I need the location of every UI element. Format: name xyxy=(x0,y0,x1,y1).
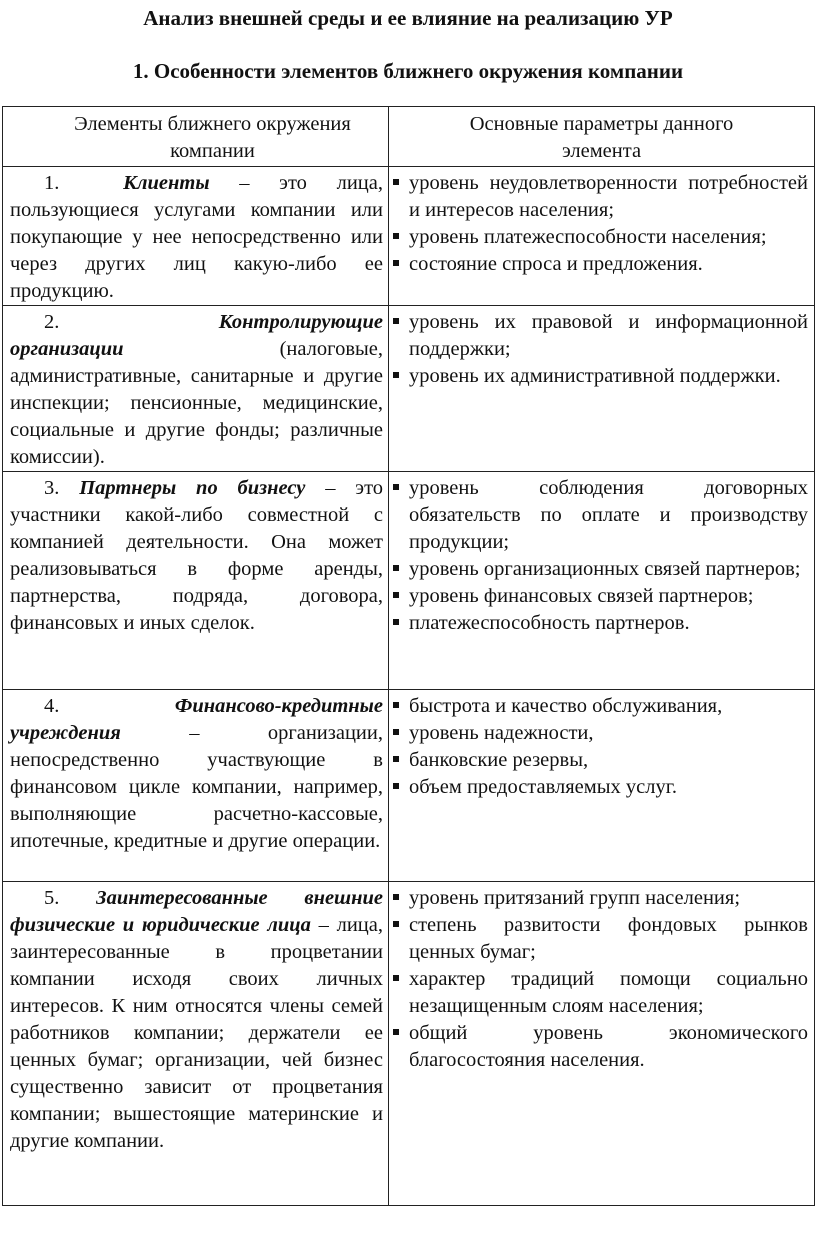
params-cell xyxy=(389,306,815,472)
element-desc: – это лица, пользующиеся услугами компании или покупающие у нее непосредственно или через других лиц какую-либо ее продукцию. xyxy=(10,172,383,302)
column-header-elements: Элементы ближнего окружения компании xyxy=(3,107,389,167)
list-item: уровень неудовлетворенности потребностей и интересов населения; xyxy=(391,170,808,224)
element-number: 5. xyxy=(44,887,60,909)
list-item: уровень притязаний групп населения; xyxy=(391,885,808,912)
table-row xyxy=(3,167,815,306)
list-item: уровень соблюдения договорных обязательств по оплате и производству продукции; xyxy=(391,475,808,556)
params-list xyxy=(391,885,808,1074)
element-number: 1. xyxy=(44,172,60,194)
params-list xyxy=(391,693,808,801)
page-title: Анализ внешней среды и ее влияние на реализацию УР xyxy=(143,6,673,30)
list-item: уровень организационных связей партнеров; xyxy=(391,556,808,583)
element-description xyxy=(10,693,383,855)
table-header-row xyxy=(3,107,815,167)
table-row xyxy=(3,472,815,690)
list-item: банковские резервы, xyxy=(391,747,808,774)
params-cell xyxy=(389,882,815,1206)
params-list xyxy=(391,170,808,278)
element-desc: – лица, заинтересованные в процветании компании исходя своих личных интересов. К ним относятся члены семей работников компании; держатели ее ценных бумаг; организации, чей бизнес существенно зависит от процветания компании; вышестоящие материнские и другие компании. xyxy=(10,914,383,1152)
element-term: Контролирующие организации xyxy=(10,311,383,360)
list-item: степень развитости фондовых рынков ценных бумаг; xyxy=(391,912,808,966)
list-item: состояние спроса и предложения. xyxy=(391,251,808,278)
params-cell xyxy=(389,472,815,690)
list-item: быстрота и качество обслуживания, xyxy=(391,693,808,720)
list-item: объем предоставляемых услуг. xyxy=(391,774,808,801)
element-desc: – это участники какой-либо совместной с компанией деятельности. Она может реализовываться в форме аренды, партнерства, подряда, договора, финансовых и иных сделок. xyxy=(10,477,384,634)
element-number: 2. xyxy=(44,311,60,333)
element-description xyxy=(10,309,383,471)
element-term: Заинтересованные внешние физические и юридические лица xyxy=(10,887,384,936)
list-item: уровень их административной поддержки. xyxy=(391,363,808,390)
element-description xyxy=(10,885,383,1155)
table-row xyxy=(3,882,815,1206)
list-item: общий уровень экономического благосостояния населения. xyxy=(391,1020,808,1074)
section-title: 1. Особенности элементов ближнего окружения компании xyxy=(132,59,684,83)
element-cell xyxy=(3,306,389,472)
element-description xyxy=(10,170,383,305)
list-item: уровень финансовых связей партнеров; xyxy=(391,583,808,610)
environment-table xyxy=(2,106,815,1206)
list-item: уровень их правовой и информационной поддержки; xyxy=(391,309,808,363)
params-cell xyxy=(389,167,815,306)
params-list xyxy=(391,309,808,390)
list-item: уровень платежеспособности населения; xyxy=(391,224,808,251)
table-row xyxy=(3,306,815,472)
element-term: Клиенты xyxy=(123,172,210,194)
params-list xyxy=(391,475,808,637)
list-item: платежеспособность партнеров. xyxy=(391,610,808,637)
element-cell xyxy=(3,472,389,690)
element-number: 4. xyxy=(44,695,60,717)
element-cell xyxy=(3,690,389,882)
list-item: характер традиций помощи социально незащищенным слоям населения; xyxy=(391,966,808,1020)
element-term: Партнеры по бизнесу xyxy=(79,477,306,499)
column-header-parameters: Основные параметры данного элемента xyxy=(389,107,815,167)
element-description xyxy=(10,475,383,637)
element-desc: – организации, непосредственно участвующие в финансовом цикле компании, например, выполняющие расчетно-кассовые, ипотечные, кредитные и другие операции. xyxy=(10,722,383,852)
element-cell xyxy=(3,167,389,306)
element-cell xyxy=(3,882,389,1206)
table-row xyxy=(3,690,815,882)
element-desc: (налоговые, административные, санитарные и другие инспекции; пенсионные, медицинские, социальные и другие фонды; различные комиссии). xyxy=(10,338,383,468)
params-cell xyxy=(389,690,815,882)
list-item: уровень надежности, xyxy=(391,720,808,747)
element-number: 3. xyxy=(44,477,60,499)
element-term: Финансово-кредитные учреждения xyxy=(10,695,383,744)
